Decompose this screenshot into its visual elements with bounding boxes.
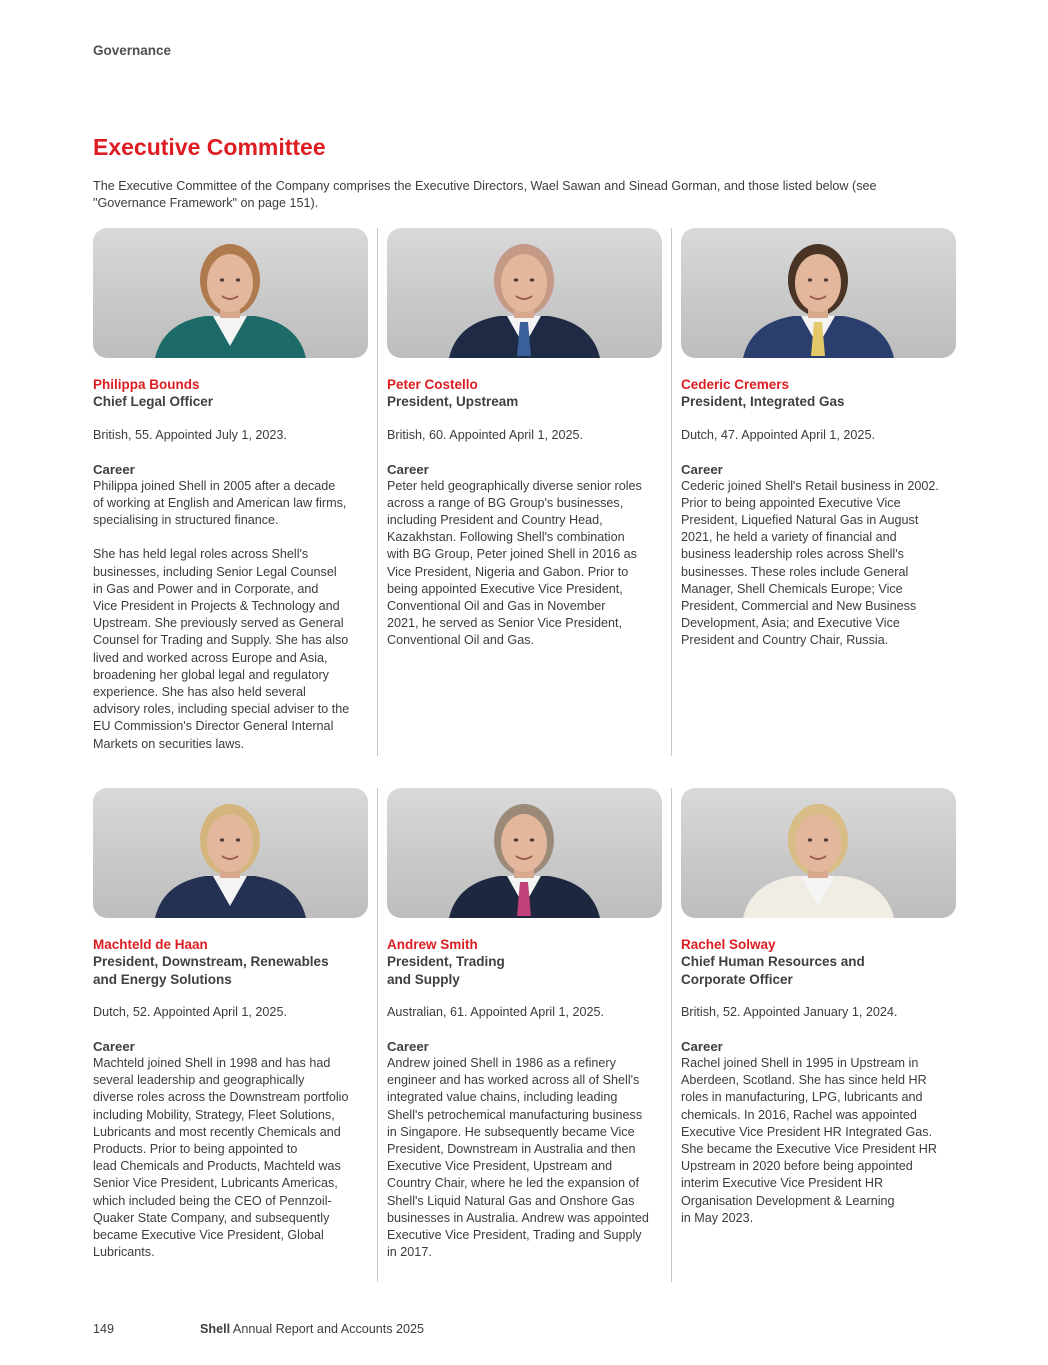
- member-card: [93, 788, 368, 1261]
- member-card: [681, 788, 956, 1227]
- member-bio: Philippa joined Shell in 2005 after a decade of working at English and American law firms, specialising in structured finance. She has held legal roles across Shell's businesses, including Senior Legal Counsel in Gas and Power and in Corporate, and Vice President in Projects & Technology and Upstream. She previously served as General Counsel for Trading and Supply. She has also lived and worked across Europe and Asia, broadening her global legal and regulatory experience. She has also held several advisory roles, including special adviser to the EU Commission's Director General Internal Markets on securities laws.: [93, 478, 350, 751]
- page-number: 149: [93, 1322, 115, 1336]
- portrait-illustration: [387, 228, 662, 358]
- portrait-eye: [220, 838, 224, 841]
- page-title: Executive Committee: [93, 134, 326, 160]
- footer-brand: Shell: [200, 1322, 231, 1336]
- portrait-face: [795, 814, 841, 872]
- portrait-illustration: [93, 788, 368, 918]
- member-bio: Andrew joined Shell in 1986 as a refinery engineer and has worked across all of Shell's integrated value chains, including leading Shell's petrochemical manufacturing business in Singapore. He subsequently became Vice President, Downstream in Australia and then Executive Vice President, Upstream and Country Chair, where he led the expansion of Shell's Liquid Natural Gas and Onshore Gas businesses in Australia. Andrew was appointed Executive Vice President, Trading and Supply in 2017.: [387, 1056, 649, 1260]
- member-card: [93, 228, 368, 753]
- member-meta: Dutch, 47. Appointed April 1, 2025.: [681, 427, 875, 442]
- career-heading: Career: [387, 461, 429, 477]
- portrait-eye: [514, 278, 518, 281]
- footer-title: Annual Report and Accounts 2025: [232, 1322, 425, 1336]
- portrait-face: [501, 814, 547, 872]
- column-divider: [377, 228, 378, 756]
- footer-publication: [200, 1322, 424, 1336]
- portrait-illustration: [681, 788, 956, 918]
- member-card: [387, 788, 662, 1261]
- portrait-eye: [514, 838, 518, 841]
- member-role: President, Trading and Supply: [387, 954, 505, 987]
- portrait-eye: [808, 838, 812, 841]
- member-name: Cederic Cremers: [681, 377, 790, 392]
- portrait-eye: [530, 838, 534, 841]
- member-name: Andrew Smith: [387, 937, 478, 952]
- member-meta: British, 60. Appointed April 1, 2025.: [387, 427, 584, 442]
- member-card: [387, 228, 662, 650]
- portrait-eye: [824, 278, 828, 281]
- member-meta: British, 55. Appointed July 1, 2023.: [93, 427, 287, 442]
- career-heading: Career: [681, 1039, 723, 1054]
- member-meta: British, 52. Appointed January 1, 2024.: [681, 1005, 898, 1019]
- member-role: Chief Legal Officer: [93, 394, 214, 409]
- portrait-face: [207, 254, 253, 312]
- portrait-illustration: [681, 228, 956, 358]
- member-name: Rachel Solway: [681, 937, 776, 952]
- portrait-illustration: [93, 228, 368, 358]
- column-divider: [671, 228, 672, 756]
- portrait-photo: [93, 788, 368, 918]
- member-role: President, Integrated Gas: [681, 394, 845, 409]
- portrait-photo: [387, 228, 662, 358]
- member-role: President, Upstream: [387, 394, 519, 409]
- column-divider: [377, 788, 378, 1282]
- career-heading: Career: [387, 1039, 429, 1054]
- portrait-eye: [236, 838, 240, 841]
- portrait-photo: [681, 228, 956, 358]
- member-card: [681, 228, 956, 650]
- portrait-photo: [387, 788, 662, 918]
- portrait-eye: [808, 278, 812, 281]
- member-meta: Australian, 61. Appointed April 1, 2025.: [387, 1005, 605, 1019]
- portrait-face: [501, 254, 547, 312]
- career-heading: Career: [681, 461, 723, 477]
- portrait-face: [207, 814, 253, 872]
- portrait-photo: [93, 228, 368, 358]
- member-name: Peter Costello: [387, 377, 478, 392]
- member-bio: Peter held geographically diverse senior roles across a range of BG Group's businesses, including President and Country Head, Kazakhstan. Following Shell's combination with BG Group, Peter joined Shell in 2016 as Vice President, Nigeria and Gabon. Prior to being appointed Executive Vice President, Conventional Oil and Gas in November 2021, he served as Senior Vice President, Conventional Oil and Gas.: [387, 478, 642, 648]
- member-role: President, Downstream, Renewables and Energy Solutions: [93, 954, 329, 987]
- member-bio: Cederic joined Shell's Retail business in 2002. Prior to being appointed Executive Vice President, Liquefied Natural Gas in August 2021, he held a variety of financial and business leadership roles across Shell's businesses. These roles include General Manager, Shell Chemicals Europe; Vice President, Commercial and New Business Development, Asia; and Executive Vice President and Country Chair, Russia.: [681, 478, 939, 648]
- member-name: Philippa Bounds: [93, 377, 200, 392]
- intro-paragraph: The Executive Committee of the Company comprises the Executive Directors, Wael Sawan and Sinead Gorman, and those listed below (see "Governance Framework" on page 151).: [93, 179, 877, 210]
- career-heading: Career: [93, 1039, 135, 1054]
- portrait-face: [795, 254, 841, 312]
- column-divider: [671, 788, 672, 1282]
- portrait-photo: [681, 788, 956, 918]
- portrait-illustration: [387, 788, 662, 918]
- member-bio: Rachel joined Shell in 1995 in Upstream in Aberdeen, Scotland. She has since held HR roles in manufacturing, LPG, lubricants and chemicals. In 2016, Rachel was appointed Executive Vice President HR Integrated Gas. She became the Executive Vice President HR Upstream in 2020 before being appointed interim Executive Vice President HR Organisation Development & Learning in May 2023.: [681, 1056, 937, 1225]
- portrait-eye: [530, 278, 534, 281]
- member-name: Machteld de Haan: [93, 937, 208, 952]
- portrait-eye: [220, 278, 224, 281]
- portrait-eye: [824, 838, 828, 841]
- portrait-eye: [236, 278, 240, 281]
- member-bio: Machteld joined Shell in 1998 and has had several leadership and geographically diverse roles across the Downstream portfolio including Mobility, Strategy, Fleet Solutions, Lubricants and most recently Chemicals and Products. Prior to being appointed to lead Chemicals and Products, Machteld was Senior Vice President, Lubricants Americas, which included being the CEO of Pennzoil- Quaker State Company, and subsequently became Executive Vice President, Global Lubricants.: [93, 1056, 349, 1260]
- member-role: Chief Human Resources and Corporate Officer: [681, 954, 865, 987]
- section-label: Governance: [93, 43, 172, 58]
- career-heading: Career: [93, 461, 135, 477]
- member-meta: Dutch, 52. Appointed April 1, 2025.: [93, 1005, 287, 1019]
